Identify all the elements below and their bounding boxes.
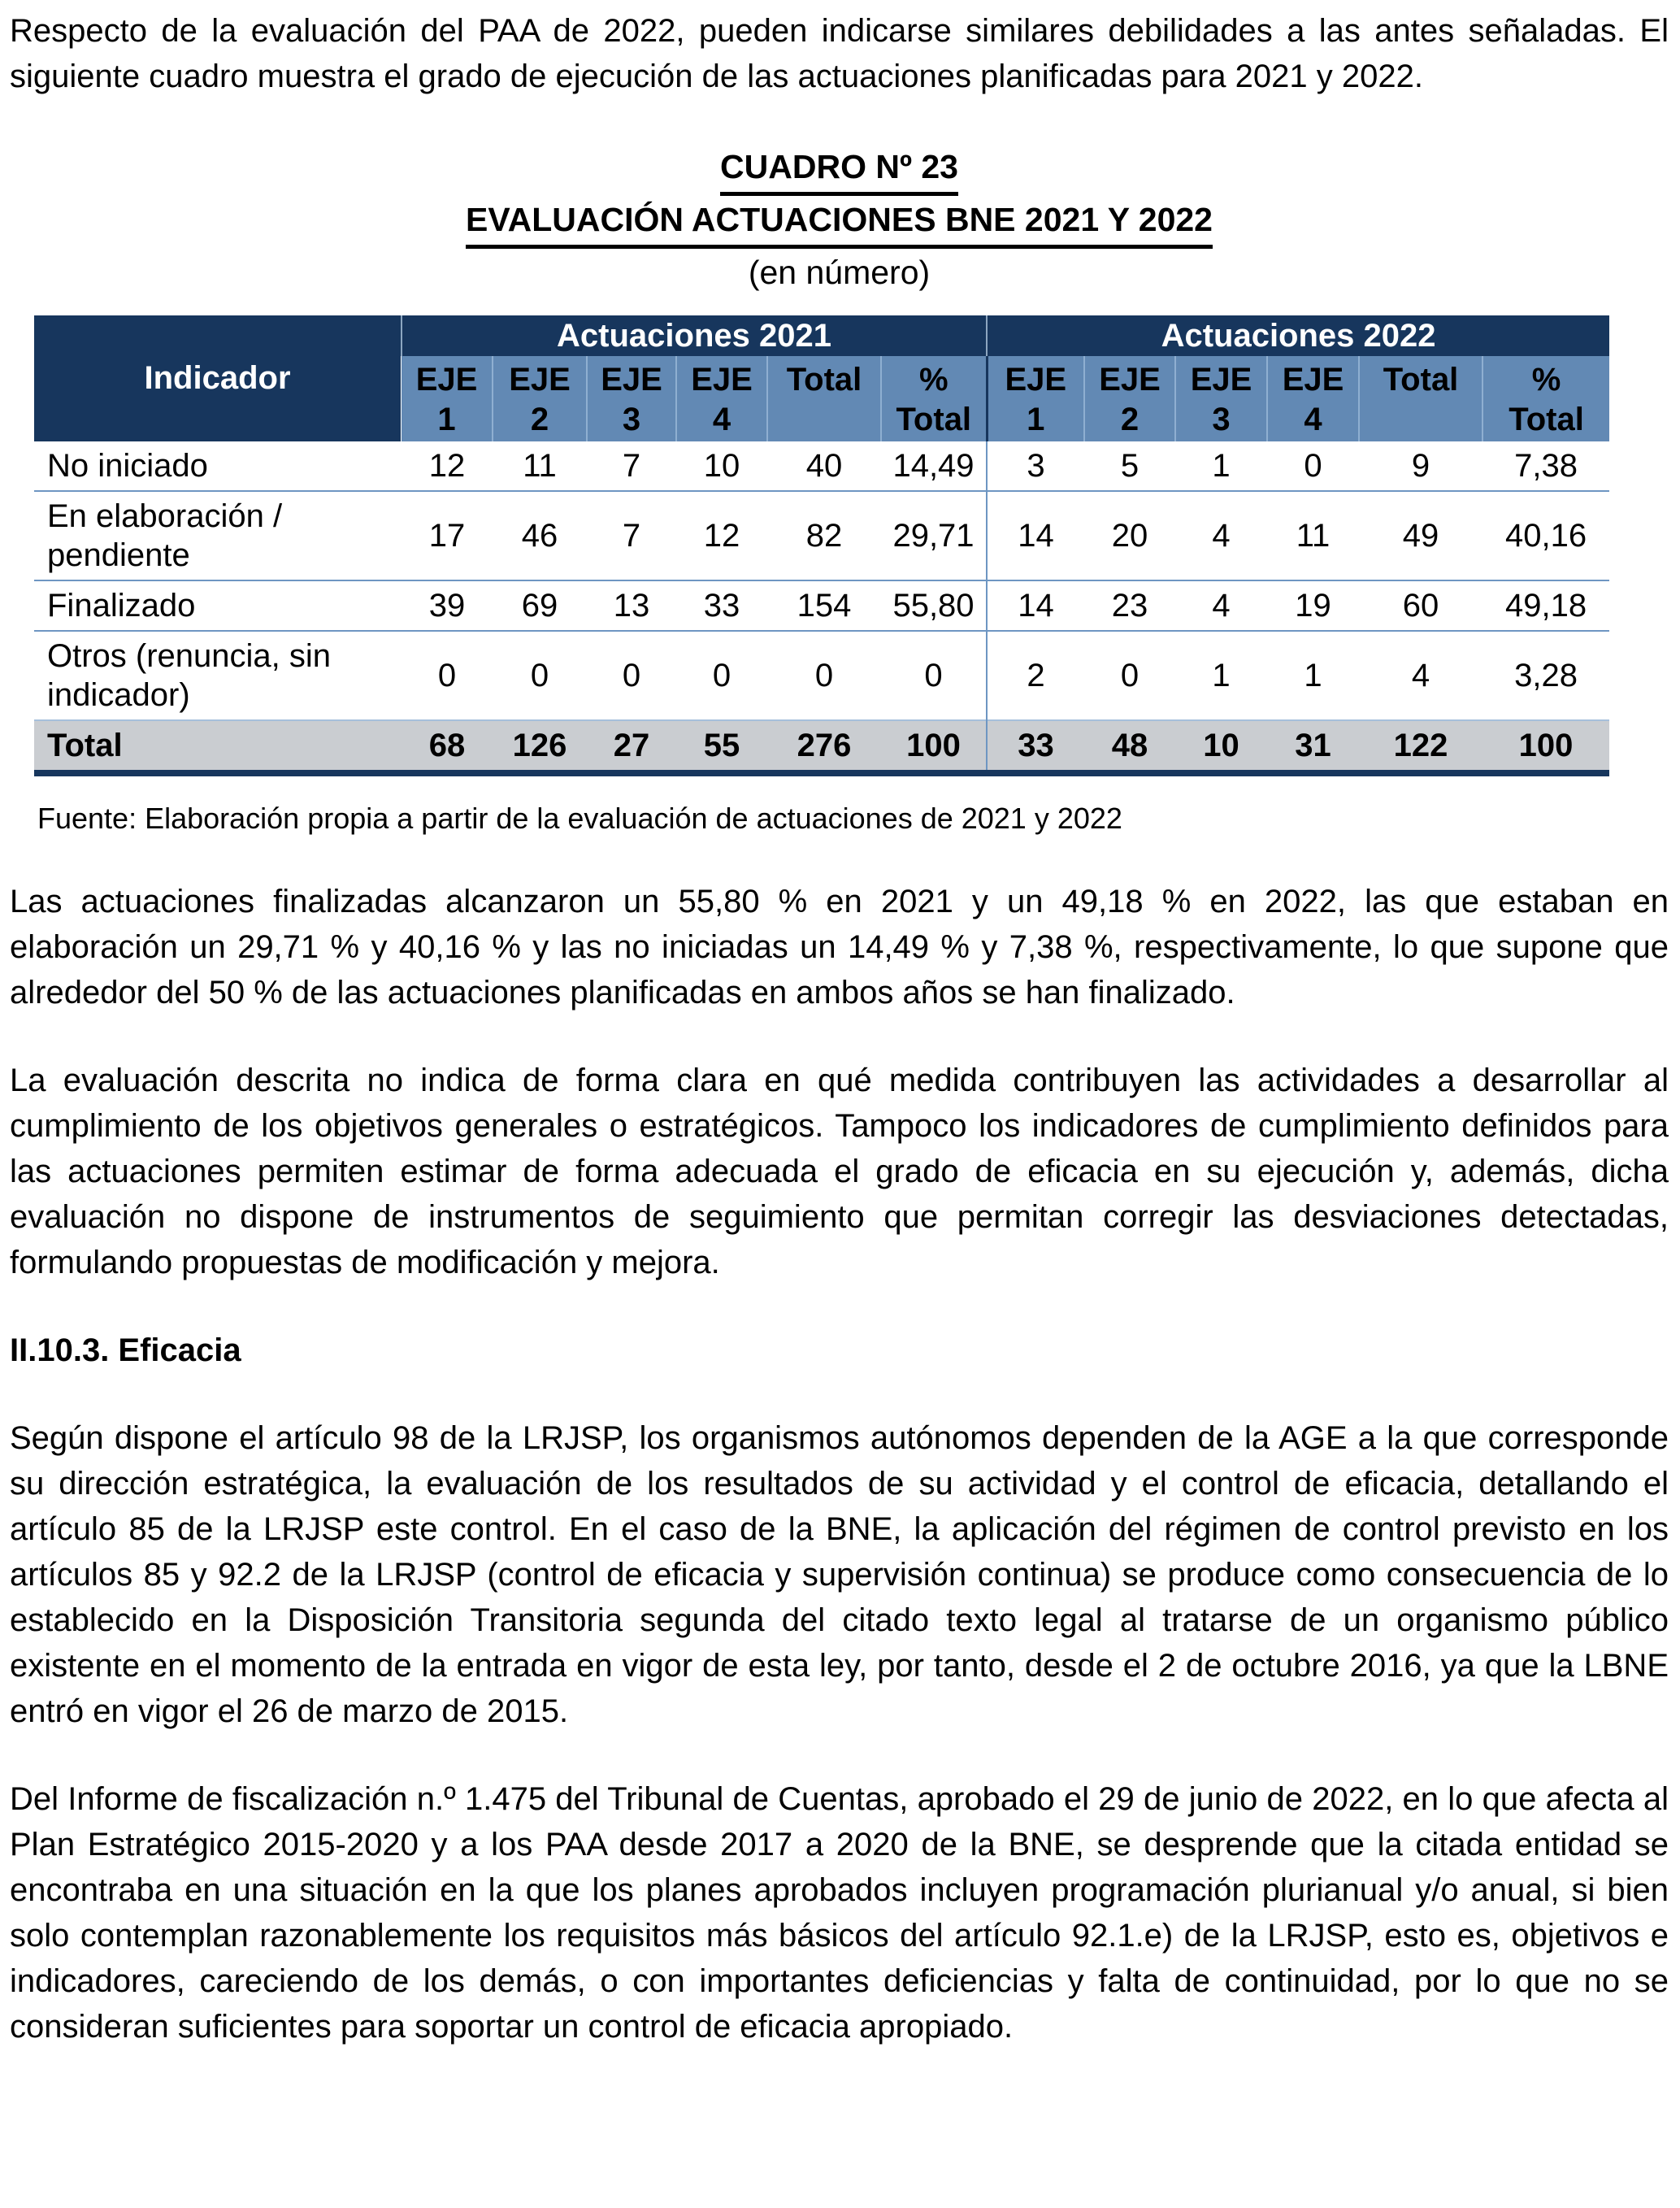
cell: 0 xyxy=(1267,441,1359,491)
cell: 14,49 xyxy=(881,441,987,491)
paragraph-informe: Del Informe de fiscalización n.º 1.475 del Tribunal de Cuentas, aprobado el 29 de junio de 2022, en lo que afecta al Plan Estratégico 2015-2020 y a los PAA desde 2017 a 2020 de la BNE, se desprende que la citada entidad se encontraba en una situación en la que los planes aprobados incluyen programación plurianual y/o anual, si bien solo contemplan razonablemente los requisitos más básicos del artículo 92.1.e) de la LRJSP, esto es, objetivos e indicadores, careciendo de los demás, o con importantes deficiencias y falta de continuidad, por lo que no se consideran suficientes para soportar un control de eficacia apropiado. xyxy=(10,1781,1669,2045)
cell: 0 xyxy=(1084,631,1175,720)
cell: 17 xyxy=(402,491,493,580)
sub-header-total-2022: Total xyxy=(1359,356,1482,441)
cell: 55,80 xyxy=(881,580,987,631)
table-title-block xyxy=(10,143,1669,296)
sub-header-eje4-2021: EJE 4 xyxy=(676,356,767,441)
cell: 13 xyxy=(587,580,676,631)
sub-header-eje3-2021: EJE 3 xyxy=(587,356,676,441)
sub-header-eje2-2021: EJE 2 xyxy=(493,356,587,441)
table-title-number: CUADRO Nº 23 xyxy=(10,143,1669,196)
cell: 40 xyxy=(767,441,881,491)
group-header-2021: Actuaciones 2021 xyxy=(402,315,987,356)
table-row-otros xyxy=(34,631,1609,720)
cell: 49 xyxy=(1359,491,1482,580)
cell: 1 xyxy=(1175,631,1267,720)
paragraph-evaluacion: La evaluación descrita no indica de forma clara en qué medida contribuyen las actividades a desarrollar al cumplimiento de los objetivos generales o estratégicos. Tampoco los indicadores de cumplimiento definidos para las actuaciones permiten estimar de forma adecuada el grado de eficacia en su ejecución y, además, dicha evaluación no dispone de instrumentos de seguimiento que permitan corregir las desviaciones detectadas, formulando propuestas de modificación y mejora. xyxy=(10,1063,1669,1280)
cell: 60 xyxy=(1359,580,1482,631)
cell: 126 xyxy=(493,720,587,773)
sub-header-total-2021: Total xyxy=(767,356,881,441)
cell: 0 xyxy=(676,631,767,720)
cell: 69 xyxy=(493,580,587,631)
cell: 11 xyxy=(493,441,587,491)
cell: 0 xyxy=(881,631,987,720)
table-group-header-row xyxy=(34,315,1609,356)
cell: 3,28 xyxy=(1482,631,1609,720)
cell: 3 xyxy=(987,441,1084,491)
sub-header-eje4-2022: EJE 4 xyxy=(1267,356,1359,441)
cell: 39 xyxy=(402,580,493,631)
cell: 1 xyxy=(1175,441,1267,491)
cell: 0 xyxy=(493,631,587,720)
cell: 276 xyxy=(767,720,881,773)
sub-header-pct-total-2021: % Total xyxy=(881,356,987,441)
cell: 0 xyxy=(767,631,881,720)
cell: 1 xyxy=(1267,631,1359,720)
total-row-label: Total xyxy=(34,720,402,773)
cell: 0 xyxy=(402,631,493,720)
cell: 14 xyxy=(987,580,1084,631)
cell: 4 xyxy=(1175,491,1267,580)
cell: 33 xyxy=(987,720,1084,773)
cell: 10 xyxy=(676,441,767,491)
row-label: Finalizado xyxy=(34,580,402,631)
cell: 33 xyxy=(676,580,767,631)
sub-header-eje1-2021: EJE 1 xyxy=(402,356,493,441)
table-title-unit: (en número) xyxy=(748,254,931,291)
cell: 100 xyxy=(1482,720,1609,773)
cell: 19 xyxy=(1267,580,1359,631)
sub-header-eje1-2022: EJE 1 xyxy=(987,356,1084,441)
cell: 27 xyxy=(587,720,676,773)
column-header-indicador: Indicador xyxy=(34,315,402,441)
cell: 29,71 xyxy=(881,491,987,580)
row-label: Otros (renuncia, sin indicador) xyxy=(34,631,402,720)
cell: 0 xyxy=(587,631,676,720)
cell: 40,16 xyxy=(1482,491,1609,580)
cell: 7 xyxy=(587,441,676,491)
cell: 11 xyxy=(1267,491,1359,580)
cell: 4 xyxy=(1175,580,1267,631)
cell: 100 xyxy=(881,720,987,773)
cell: 7 xyxy=(587,491,676,580)
cell: 14 xyxy=(987,491,1084,580)
paragraph-lrjsp: Según dispone el artículo 98 de la LRJSP, los organismos autónomos dependen de la AGE a la que corresponde su dirección estratégica, la evaluación de los resultados de su actividad y el control de eficacia, detallando el artículo 85 de la LRJSP este control. En el caso de la BNE, la aplicación del régimen de control previsto en los artículos 85 y 92.2 de la LRJSP (control de eficacia y supervisión continua) se produce como consecuencia de lo establecido en la Disposición Transitoria segunda del citado texto legal al tratarse de un organismo público existente en el momento de la entrada en vigor de esta ley, por tanto, desde el 2 de octubre 2016, ya que la LBNE entró en vigor el 26 de marzo de 2015. xyxy=(10,1420,1669,1729)
section-heading-eficacia: II.10.3. Eficacia xyxy=(10,1332,241,1368)
cell: 5 xyxy=(1084,441,1175,491)
paragraph-resultados: Las actuaciones finalizadas alcanzaron un 55,80 % en 2021 y un 49,18 % en 2022, las que estaban en elaboración un 29,71 % y 40,16 % y las no iniciadas un 14,49 % y 7,38 %, respectivamente, lo que supone que alrededor del 50 % de las actuaciones planificadas en ambos años se han finalizado. xyxy=(10,884,1669,1011)
table-row-finalizado xyxy=(34,580,1609,631)
cell: 55 xyxy=(676,720,767,773)
row-label: No iniciado xyxy=(34,441,402,491)
cell: 4 xyxy=(1359,631,1482,720)
row-label: En elaboración / pendiente xyxy=(34,491,402,580)
cell: 12 xyxy=(402,441,493,491)
cell: 12 xyxy=(676,491,767,580)
cell: 20 xyxy=(1084,491,1175,580)
table-title-name: EVALUACIÓN ACTUACIONES BNE 2021 Y 2022 xyxy=(10,196,1669,249)
cuadro-23-table xyxy=(34,315,1609,776)
sub-header-eje3-2022: EJE 3 xyxy=(1175,356,1267,441)
sub-header-eje2-2022: EJE 2 xyxy=(1084,356,1175,441)
table-source-note: Fuente: Elaboración propia a partir de la evaluación de actuaciones de 2021 y 2022 xyxy=(37,802,1122,835)
table-row-no-iniciado xyxy=(34,441,1609,491)
cell: 23 xyxy=(1084,580,1175,631)
cell: 68 xyxy=(402,720,493,773)
cell: 48 xyxy=(1084,720,1175,773)
group-header-2022: Actuaciones 2022 xyxy=(987,315,1609,356)
cell: 31 xyxy=(1267,720,1359,773)
sub-header-pct-total-2022: % Total xyxy=(1482,356,1609,441)
paragraph-intro: Respecto de la evaluación del PAA de 2022, pueden indicarse similares debilidades a las antes señaladas. El siguiente cuadro muestra el grado de ejecución de las actuaciones planificadas para 2021 y 2022. xyxy=(10,13,1669,94)
cell: 9 xyxy=(1359,441,1482,491)
cell: 122 xyxy=(1359,720,1482,773)
cell: 82 xyxy=(767,491,881,580)
cell: 49,18 xyxy=(1482,580,1609,631)
cell: 10 xyxy=(1175,720,1267,773)
cell: 2 xyxy=(987,631,1084,720)
table-row-total xyxy=(34,720,1609,773)
table-row-en-elaboracion xyxy=(34,491,1609,580)
cell: 46 xyxy=(493,491,587,580)
cell: 154 xyxy=(767,580,881,631)
cell: 7,38 xyxy=(1482,441,1609,491)
